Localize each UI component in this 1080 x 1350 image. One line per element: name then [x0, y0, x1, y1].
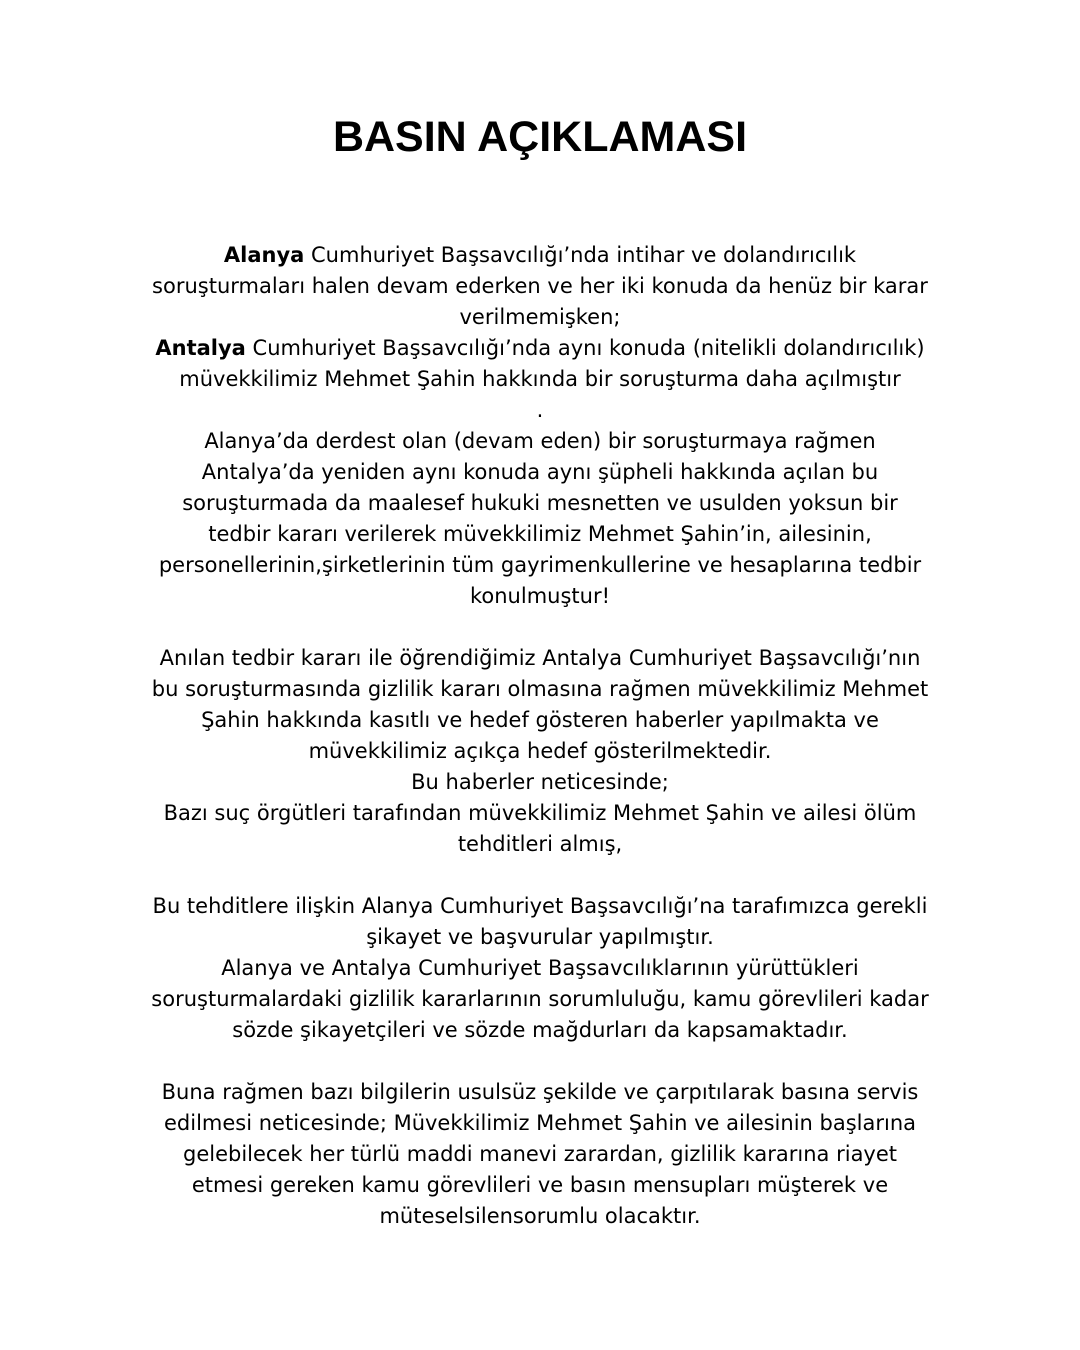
paragraph-3-line: tedbir kararı verilerek müvekkilimiz Mehmet Şahin’in, ailesinin, [208, 522, 872, 546]
paragraph-4-line: müvekkilimiz açıkça hedef gösterilmektedir. [308, 739, 772, 763]
paragraph-4-line: bu soruşturmasında gizlilik kararı olmasına rağmen müvekkilimiz Mehmet [151, 677, 929, 701]
paragraph-4-line: Anılan tedbir kararı ile öğrendiğimiz Antalya Cumhuriyet Başsavcılığı’nın [159, 646, 921, 670]
paragraph-4-line: tehditleri almış, [457, 832, 623, 856]
paragraph-2-line-1: Antalya Cumhuriyet Başsavcılığı’nda aynı konuda (nitelikli dolandırıcılık) [155, 336, 925, 360]
paragraph-5-line: Alanya ve Antalya Cumhuriyet Başsavcılıklarının yürüttükleri [221, 956, 859, 980]
paragraph-spacer [100, 860, 980, 891]
paragraph-3-line: konulmuştur! [469, 584, 611, 608]
paragraph-2-line-2: müvekkilimiz Mehmet Şahin hakkında bir soruşturma daha açılmıştır [179, 367, 901, 391]
paragraph-3-line: personellerinin,şirketlerinin tüm gayrimenkullerine ve hesaplarına tedbir [158, 553, 922, 577]
page-title: BASIN AÇIKLAMASI [332, 113, 748, 161]
paragraph-2-line-3: . [536, 398, 544, 422]
paragraph-5-line: şikayet ve başvurular yapılmıştır. [366, 925, 714, 949]
paragraph-4-line: Bazı suç örgütleri tarafından müvekkilimiz Mehmet Şahin ve ailesi ölüm [163, 801, 917, 825]
paragraph-4-line: Şahin hakkında kasıtlı ve hedef gösteren haberler yapılmakta ve [201, 708, 879, 732]
paragraph-3-line: soruşturmada da maalesef hukuki mesnetten ve usulden yoksun bir [182, 491, 898, 515]
paragraph-6-line: Buna rağmen bazı bilgilerin usulsüz şekilde ve çarpıtılarak basına servis [161, 1080, 919, 1104]
paragraph-6-line: müteselsilensorumlu olacaktır. [379, 1204, 701, 1228]
paragraph-5-line: Bu tehditlere ilişkin Alanya Cumhuriyet Başsavcılığı’na tarafımızca gerekli [152, 894, 928, 918]
paragraph-1-line-3: verilmemişken; [459, 305, 621, 329]
paragraph-1-bold-word: Alanya [223, 243, 305, 267]
paragraph-3-line: Alanya’da derdest olan (devam eden) bir soruşturmaya rağmen [204, 429, 876, 453]
paragraph-3-line: Antalya’da yeniden aynı konuda aynı şüpheli hakkında açılan bu [201, 460, 879, 484]
paragraph-6-line: gelebilecek her türlü maddi manevi zarardan, gizlilik kararına riayet [182, 1142, 898, 1166]
paragraph-1-line-2: soruşturmaları halen devam ederken ve her iki konuda da henüz bir karar [152, 274, 928, 298]
press-release-body [100, 240, 980, 1232]
paragraph-2-bold-word: Antalya [155, 336, 246, 360]
paragraph-5-line: soruşturmalardaki gizlilik kararlarının sorumluluğu, kamu görevlileri kadar [151, 987, 929, 1011]
paragraph-6-line: etmesi gereken kamu görevlileri ve basın mensupları müşterek ve [191, 1173, 889, 1197]
paragraph-6-line: edilmesi neticesinde; Müvekkilimiz Mehmet Şahin ve ailesinin başlarına [163, 1111, 917, 1135]
paragraph-1-line-1: Alanya Cumhuriyet Başsavcılığı’nda intihar ve dolandırıcılık [223, 243, 857, 267]
paragraph-spacer [100, 1046, 980, 1077]
paragraph-spacer [100, 612, 980, 643]
paragraph-4-line: Bu haberler neticesinde; [411, 770, 669, 794]
paragraph-5-line: sözde şikayetçileri ve sözde mağdurları da kapsamaktadır. [232, 1018, 848, 1042]
